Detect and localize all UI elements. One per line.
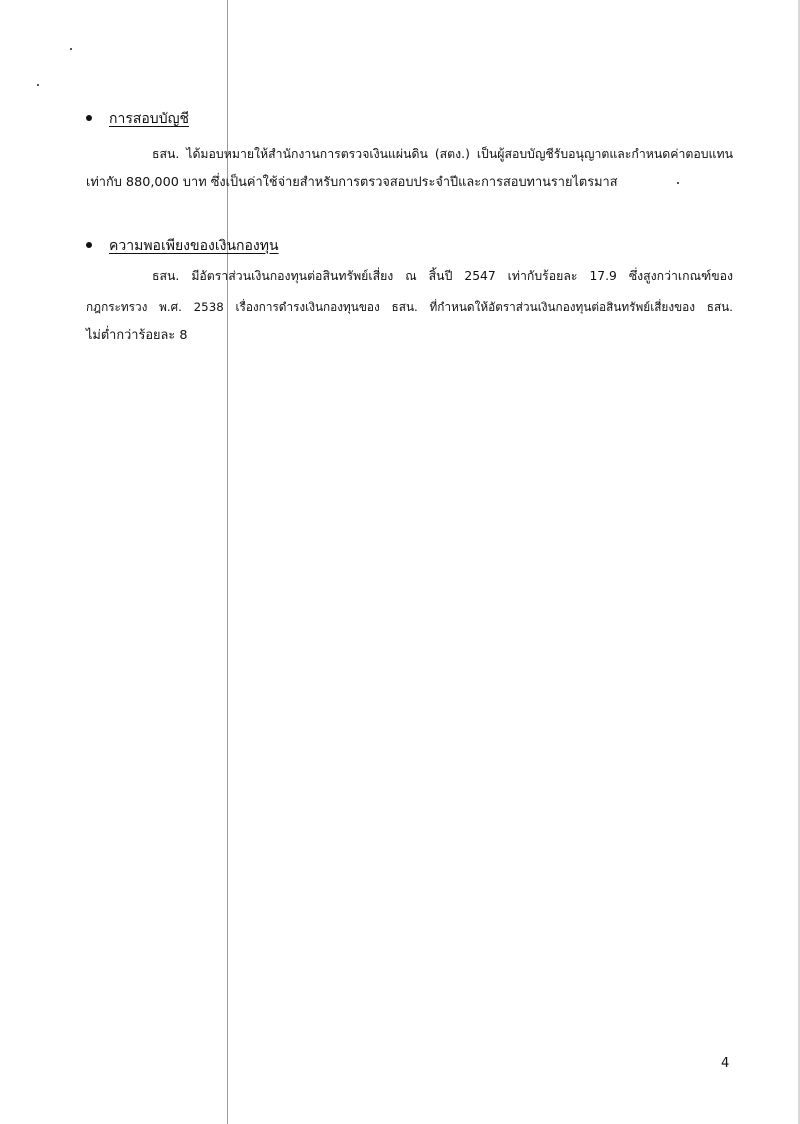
paragraph-line-text: ธสน. ได้มอบหมายให้สำนักงานการตรวจเงินแผ่นดิน (สตง.) เป็นผู้สอบบัญชีรับอนุญาตและกำหนดค่าตอบแทน [152,147,733,161]
section-heading-text: ความพอเพียงของเงินกองทุน [109,238,279,254]
paragraph-line-text: ธสน. มีอัตราส่วนเงินกองทุนต่อสินทรัพย์เสี่ยง ณ สิ้นปี 2547 เท่ากับร้อยละ 17.9 ซึ่งสูงกว่าเกณฑ์ของ [152,269,733,283]
paragraph-line-text: ไม่ต่ำกว่าร้อยละ 8 [86,328,188,343]
paragraph-line [152,267,733,285]
paragraph-line [152,145,733,163]
paragraph-line [86,174,618,192]
paragraph-line-text: เท่ากับ 880,000 บาท ซึ่งเป็นค่าใช้จ่ายสำหรับการตรวจสอบประจำปีและการสอบทานรายไตรมาส [86,175,618,190]
paragraph-line [86,327,187,345]
scan-speck [70,48,72,50]
section-heading-text: การสอบบัญชี [109,111,190,127]
section-heading-capital-adequacy [86,237,279,255]
paragraph-line-text: กฎกระทรวง พ.ศ. 2538 เรื่องการดำรงเงินกองทุนของ ธสน. ที่กำหนดให้อัตราส่วนเงินกองทุนต่อสินทรัพย์เสี่ยงของ ธสน. [86,300,733,314]
scan-speck [677,182,679,184]
section-heading-audit [86,110,189,128]
scan-fold-line [227,0,228,1124]
bullet-icon [86,242,92,248]
bullet-icon [86,115,92,121]
scan-speck [37,84,39,86]
page-number: 4 [721,1056,730,1071]
paragraph-line [86,298,733,316]
